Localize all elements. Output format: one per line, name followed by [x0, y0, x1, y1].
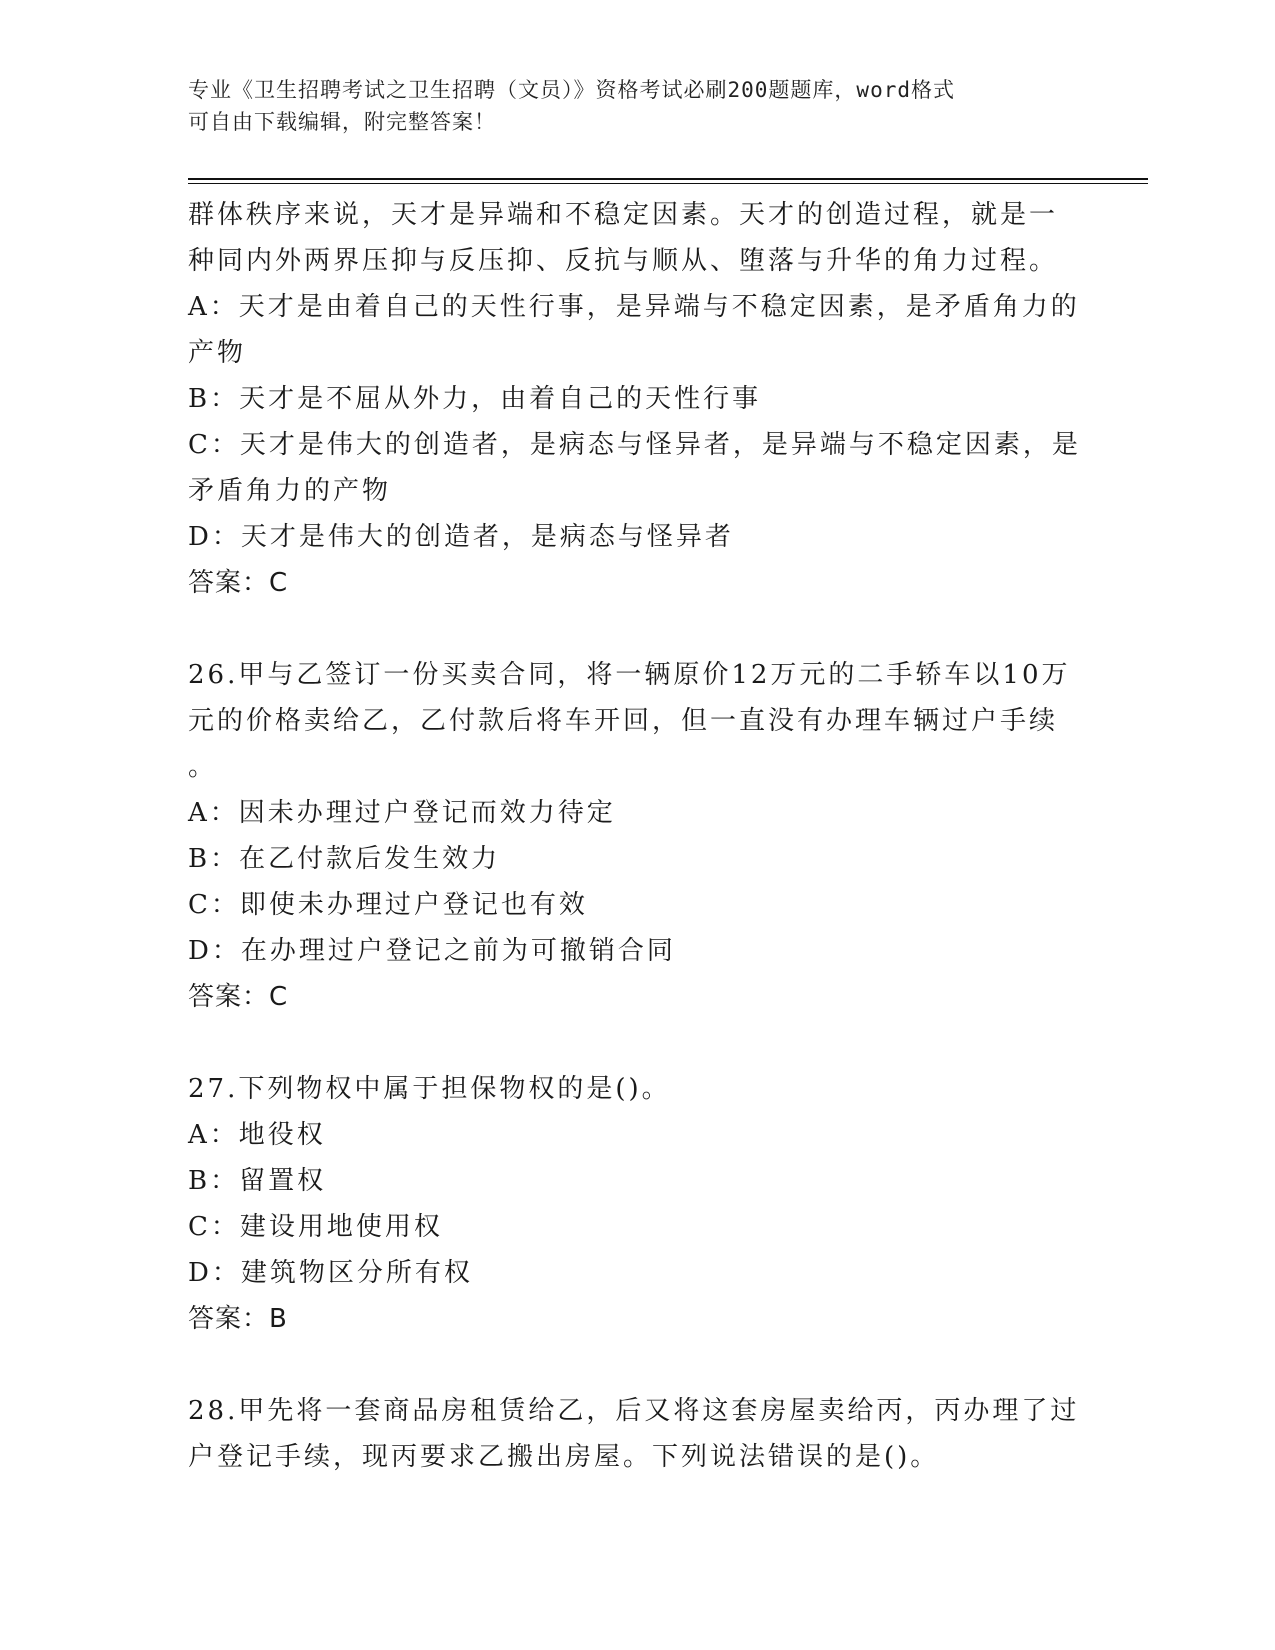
option-b: B：天才是不屈从外力，由着自己的天性行事: [188, 384, 762, 414]
question-stem-line: 元的价格卖给乙，乙付款后将车开回，但一直没有办理车辆过户手续: [188, 706, 1059, 736]
option-a: A：地役权: [188, 1120, 326, 1150]
option-c-continued: 矛盾角力的产物: [188, 476, 392, 506]
document-body: [188, 192, 1088, 1480]
question-28: [188, 1388, 1088, 1480]
option-d: D：天才是伟大的创造者，是病态与怪异者: [188, 522, 734, 552]
question-stem-line: 户登记手续，现丙要求乙搬出房屋。下列说法错误的是()。: [188, 1442, 940, 1472]
spacer: [188, 606, 1088, 652]
answer-line: 答案：C: [188, 982, 289, 1012]
document-header: [188, 74, 1088, 138]
question-27: [188, 1066, 1088, 1342]
option-d: D：建筑物区分所有权: [188, 1258, 473, 1288]
question-26: [188, 652, 1088, 1020]
question-stem-line: 。: [188, 752, 218, 782]
question-stem-line: 种同内外两界压抑与反压抑、反抗与顺从、堕落与升华的角力过程。: [188, 246, 1059, 276]
option-c: C：天才是伟大的创造者，是病态与怪异者，是异端与不稳定因素，是: [188, 430, 1081, 460]
question-stem-line: 28.甲先将一套商品房租赁给乙，后又将这套房屋卖给丙，丙办理了过: [188, 1396, 1080, 1426]
option-d: D：在办理过户登记之前为可撤销合同: [188, 936, 676, 966]
header-divider-thin: [188, 183, 1148, 184]
option-c: C：建设用地使用权: [188, 1212, 443, 1242]
option-c: C：即使未办理过户登记也有效: [188, 890, 588, 920]
option-a: A：天才是由着自己的天性行事，是异端与不稳定因素，是矛盾角力的: [188, 292, 1080, 322]
option-b: B：留置权: [188, 1166, 327, 1196]
header-divider-thick: [188, 178, 1148, 180]
question-25: [188, 192, 1088, 606]
option-b: B：在乙付款后发生效力: [188, 844, 501, 874]
answer-line: 答案：B: [188, 1304, 288, 1334]
option-a: A：因未办理过户登记而效力待定: [188, 798, 616, 828]
spacer: [188, 1020, 1088, 1066]
header-line-1: 专业《卫生招聘考试之卫生招聘（文员）》资格考试必刷200题题库，word格式: [188, 78, 955, 102]
question-stem-line: 群体秩序来说，天才是异端和不稳定因素。天才的创造过程，就是一: [188, 200, 1059, 230]
question-stem-line: 27.下列物权中属于担保物权的是()。: [188, 1074, 671, 1104]
question-stem-line: 26.甲与乙签订一份买卖合同，将一辆原价12万元的二手轿车以10万: [188, 660, 1071, 690]
spacer: [188, 1342, 1088, 1388]
answer-line: 答案：C: [188, 568, 289, 598]
header-line-2: 可自由下载编辑，附完整答案！: [188, 110, 496, 134]
option-a-continued: 产物: [188, 338, 247, 368]
